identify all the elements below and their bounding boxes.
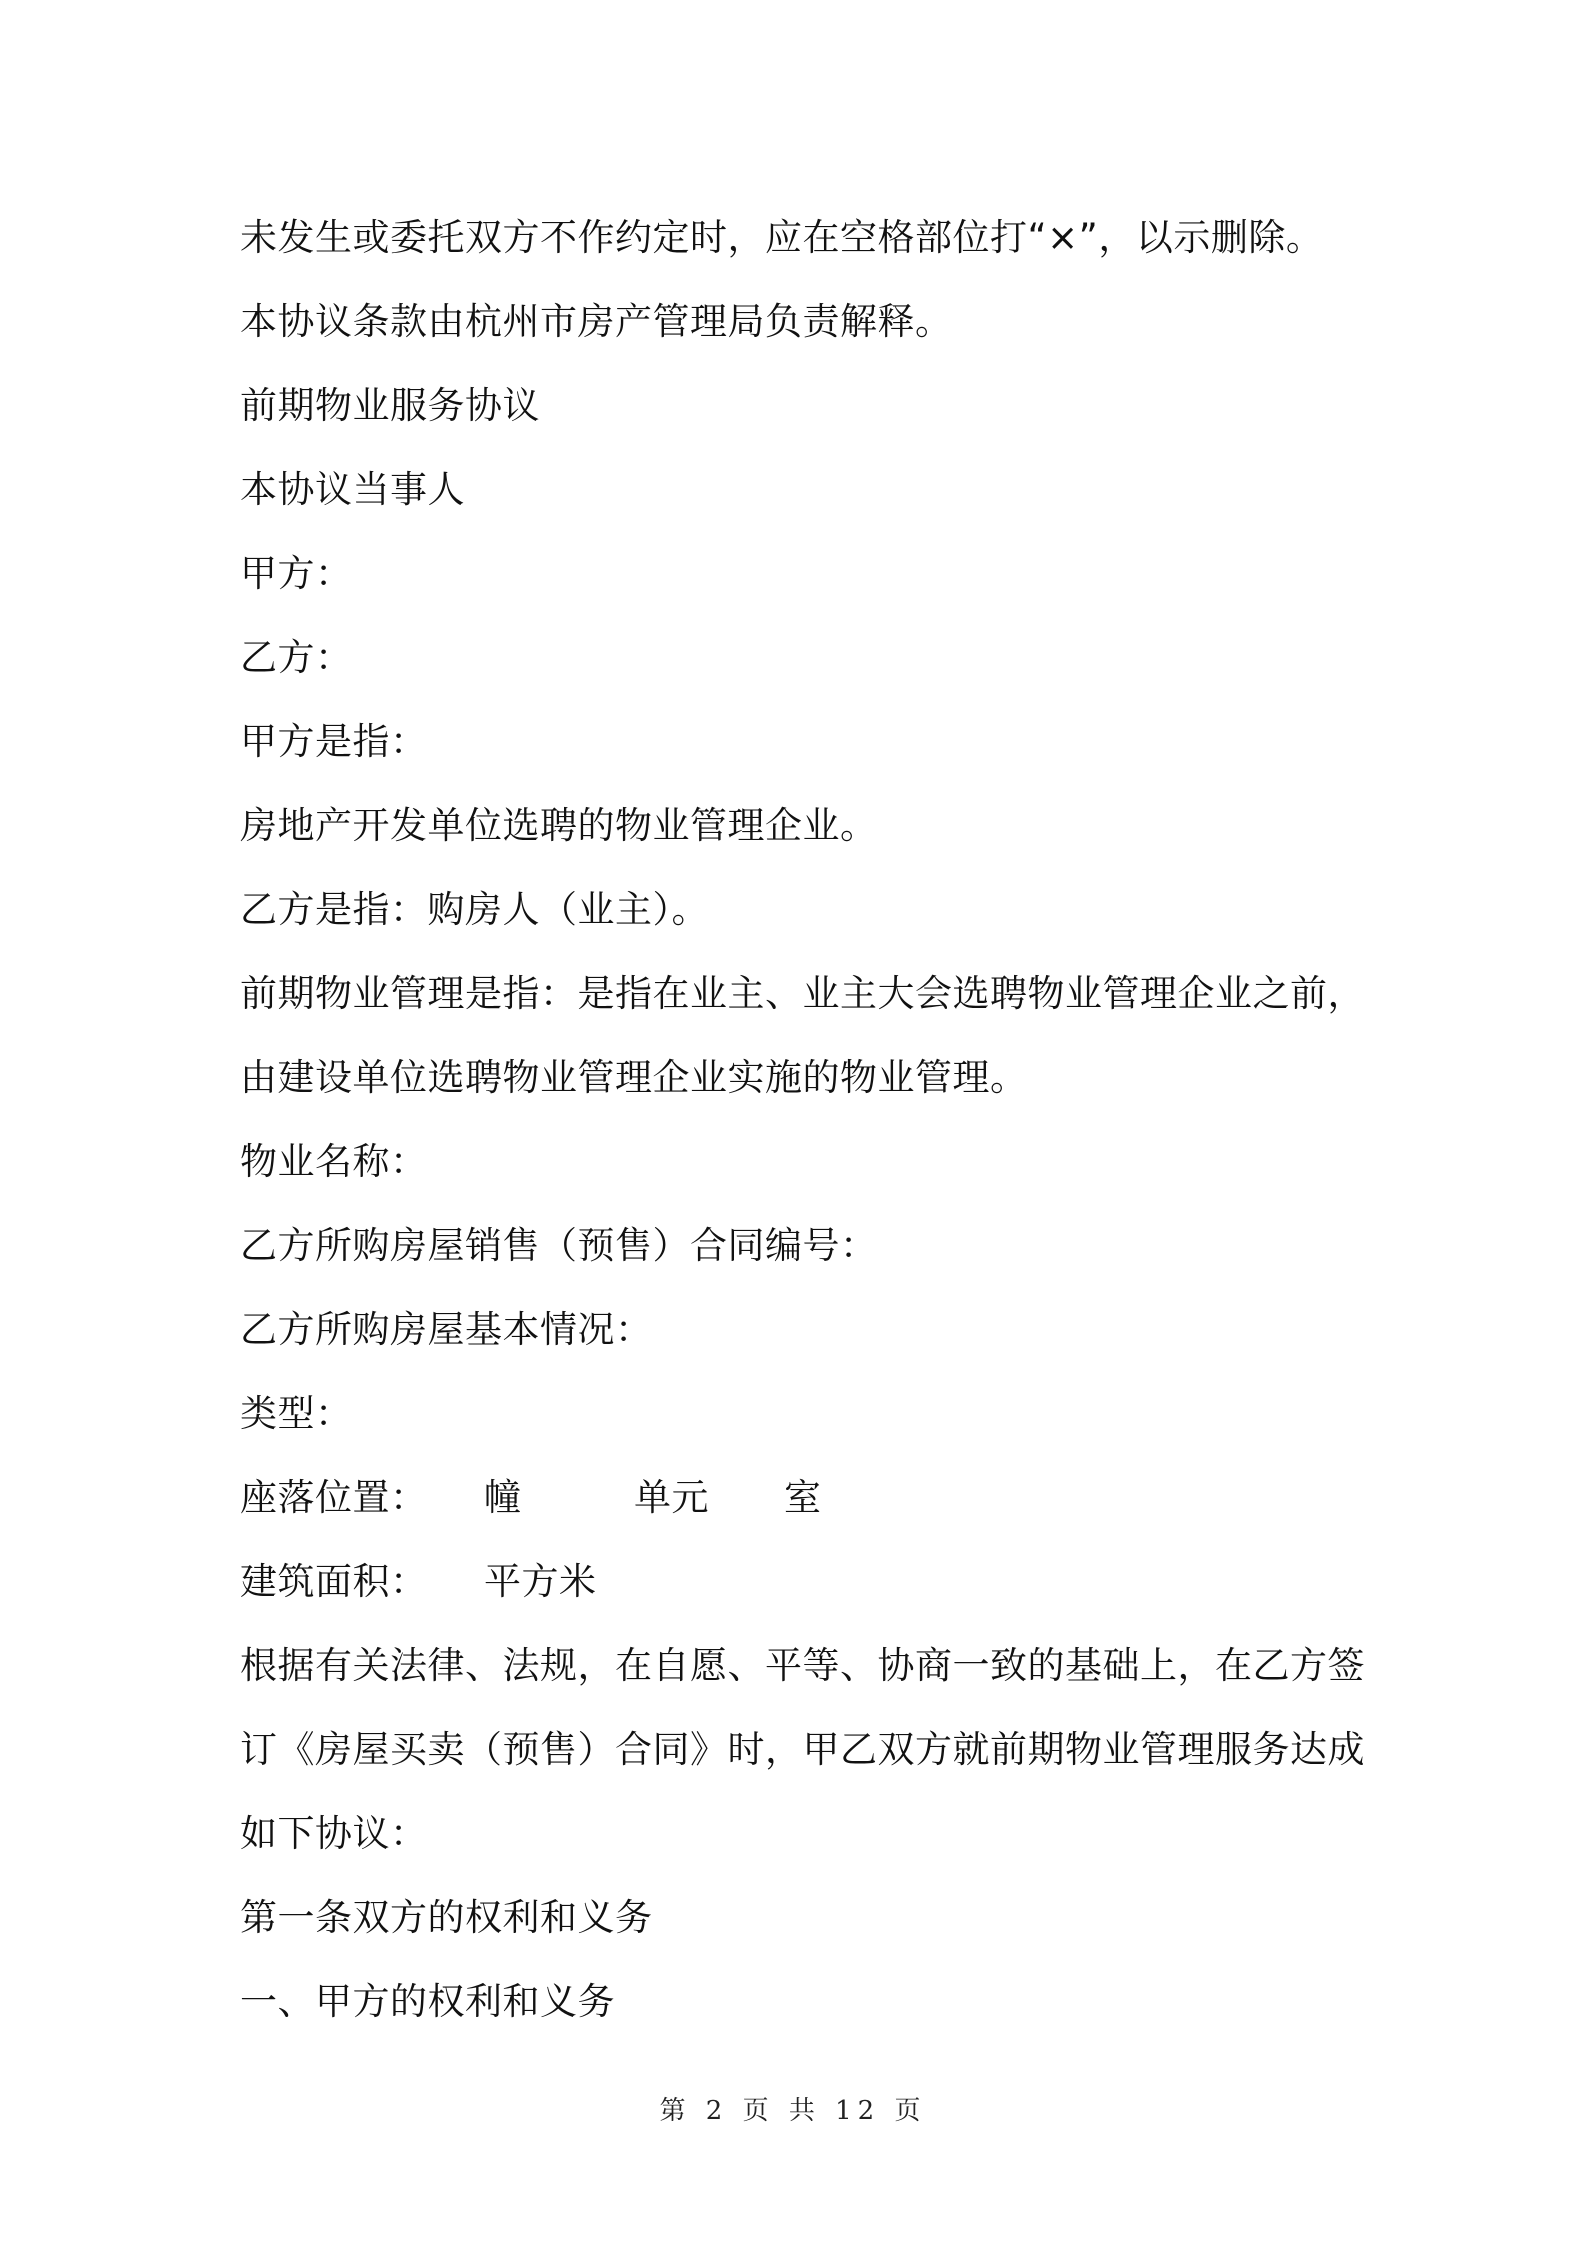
- subsection-heading: 一、甲方的权利和义务: [240, 1980, 615, 2023]
- text-line: 前期物业管理是指：是指在业主、业主大会选聘物业管理企业之前，: [240, 972, 1365, 1015]
- property-name-field: 物业名称：: [240, 1140, 428, 1183]
- area-field: 建筑面积： 平方米: [240, 1560, 597, 1603]
- text-line: 如下协议：: [240, 1812, 428, 1855]
- section-heading: 前期物业服务协议: [240, 384, 540, 427]
- location-field: 座落位置： 幢 单元 室: [240, 1476, 822, 1519]
- text-line: 本协议当事人: [240, 468, 465, 511]
- page-number-footer: 第 2 页 共 12 页: [659, 2096, 927, 2126]
- text-line: 甲方是指：: [240, 720, 428, 763]
- text-line: 乙方是指：购房人（业主）。: [240, 888, 709, 931]
- text-line: 订《房屋买卖（预售）合同》时，甲乙双方就前期物业管理服务达成: [240, 1728, 1365, 1771]
- contract-number-field: 乙方所购房屋销售（预售）合同编号：: [240, 1224, 878, 1267]
- document-body: [240, 196, 1365, 2044]
- text-line: 乙方所购房屋基本情况：: [240, 1308, 653, 1351]
- party-a-label: 甲方：: [240, 552, 353, 595]
- text-line: 本协议条款由杭州市房产管理局负责解释。: [240, 300, 953, 343]
- text-line: 根据有关法律、法规，在自愿、平等、协商一致的基础上，在乙方签: [240, 1644, 1365, 1687]
- text-line: 房地产开发单位选聘的物业管理企业。: [240, 804, 878, 847]
- article-heading: 第一条双方的权利和义务: [240, 1896, 653, 1939]
- text-line: 由建设单位选聘物业管理企业实施的物业管理。: [240, 1056, 1028, 1099]
- text-line: 未发生或委托双方不作约定时，应在空格部位打“×”，以示删除。: [240, 216, 1324, 259]
- party-b-label: 乙方：: [240, 636, 353, 679]
- type-field: 类型：: [240, 1392, 353, 1435]
